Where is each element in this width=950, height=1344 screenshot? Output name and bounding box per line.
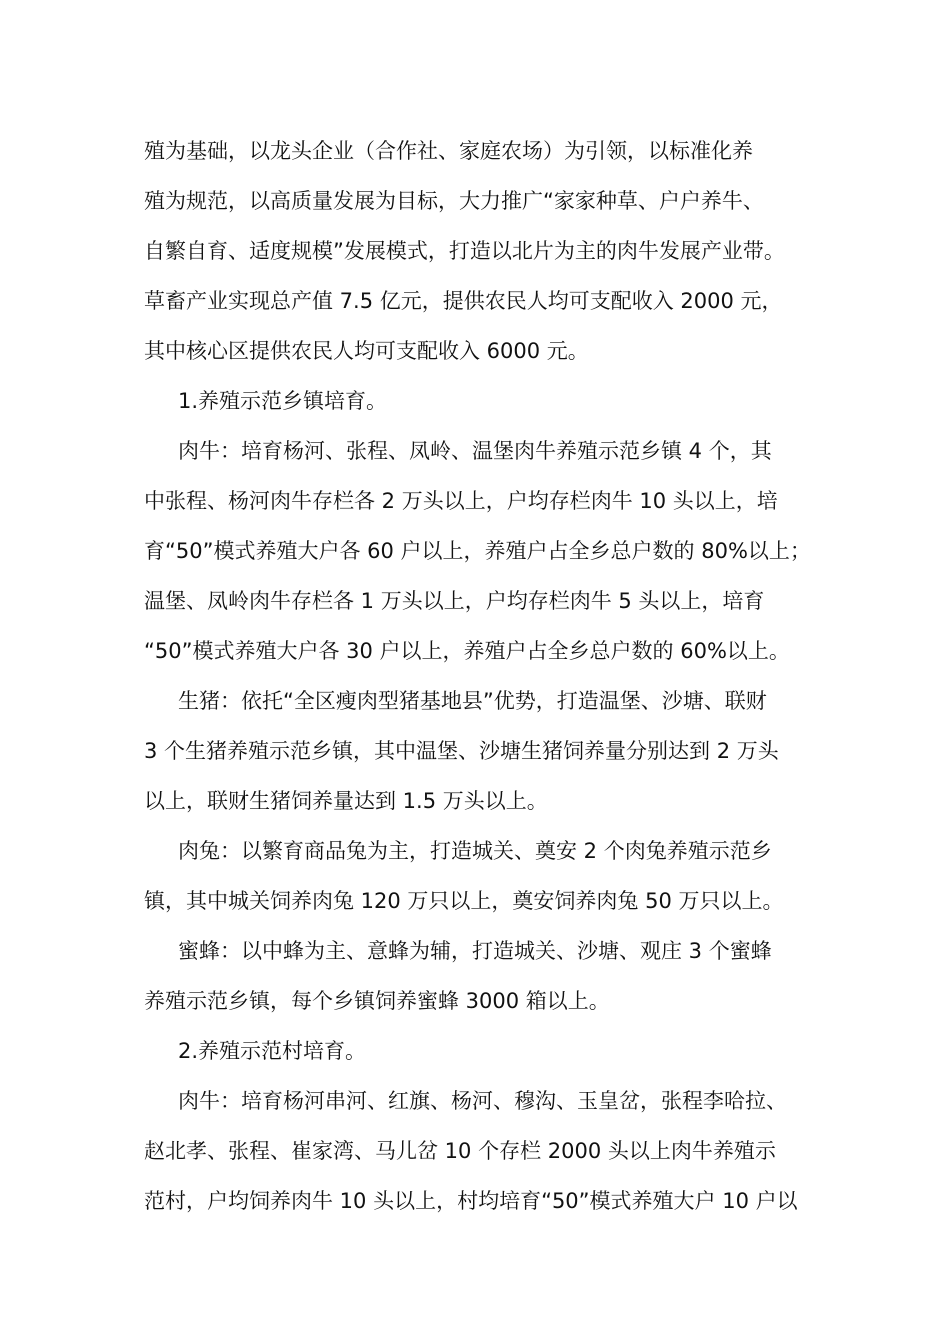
- text-line: 蜜蜂：以中蜂为主、意蜂为辅，打造城关、沙塘、观庄 3 个蜜蜂: [178, 939, 772, 963]
- text-line: 育“50”模式养殖大户各 60 户以上，养殖户占全乡总户数的 80%以上；: [144, 539, 811, 563]
- text-line: 生猪：依托“全区瘦肉型猪基地县”优势，打造温堡、沙塘、联财: [178, 689, 767, 713]
- text-line: 镇，其中城关饲养肉兔 120 万只以上，奠安饲养肉兔 50 万只以上。: [144, 889, 784, 913]
- text-line: 其中核心区提供农民人均可支配收入 6000 元。: [144, 339, 589, 363]
- text-line: 肉兔：以繁育商品兔为主，打造城关、奠安 2 个肉兔养殖示范乡: [178, 839, 772, 863]
- text-line: 殖为基础，以龙头企业（合作社、家庭农场）为引领，以标准化养: [144, 139, 753, 163]
- document-body: [144, 126, 834, 1226]
- text-line: 3 个生猪养殖示范乡镇，其中温堡、沙塘生猪饲养量分别达到 2 万头: [144, 739, 779, 763]
- section-heading: 1.养殖示范乡镇培育。: [178, 389, 388, 413]
- text-line: 肉牛：培育杨河串河、红旗、杨河、穆沟、玉皇岔，张程李哈拉、: [178, 1089, 787, 1113]
- text-line: 肉牛：培育杨河、张程、凤岭、温堡肉牛养殖示范乡镇 4 个，其: [178, 439, 772, 463]
- text-line: 赵北孝、张程、崔家湾、马儿岔 10 个存栏 2000 头以上肉牛养殖示: [144, 1139, 776, 1163]
- text-line: “50”模式养殖大户各 30 户以上，养殖户占全乡总户数的 60%以上。: [144, 639, 790, 663]
- text-line: 自繁自育、适度规模”发展模式，打造以北片为主的肉牛发展产业带。: [144, 239, 785, 263]
- text-line: 温堡、凤岭肉牛存栏各 1 万头以上，户均存栏肉牛 5 头以上，培育: [144, 589, 765, 613]
- text-line: 草畜产业实现总产值 7.5 亿元，提供农民人均可支配收入 2000 元，: [144, 289, 783, 313]
- text-line: 以上，联财生猪饲养量达到 1.5 万头以上。: [144, 789, 548, 813]
- text-line: 中张程、杨河肉牛存栏各 2 万头以上，户均存栏肉牛 10 头以上，培: [144, 489, 778, 513]
- text-line: 养殖示范乡镇，每个乡镇饲养蜜蜂 3000 箱以上。: [144, 989, 610, 1013]
- text-line: 范村，户均饲养肉牛 10 头以上，村均培育“50”模式养殖大户 10 户以: [144, 1189, 798, 1213]
- section-heading: 2.养殖示范村培育。: [178, 1039, 367, 1063]
- text-line: 殖为规范，以高质量发展为目标，大力推广“家家种草、户户养牛、: [144, 189, 764, 213]
